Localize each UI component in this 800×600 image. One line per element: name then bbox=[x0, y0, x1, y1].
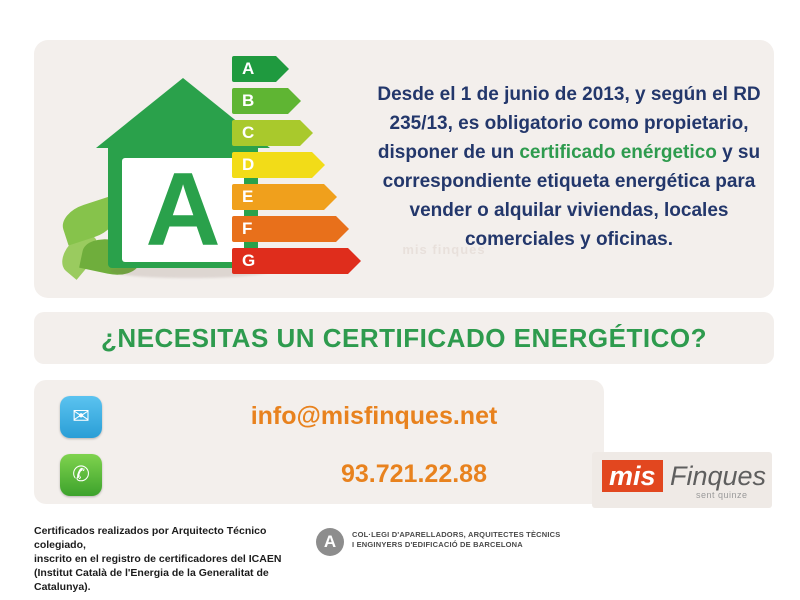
footer-line: (Institut Català de l'Energia de la Generalitat de Catalunya). bbox=[34, 567, 269, 593]
footer-disclaimer bbox=[34, 524, 310, 594]
energy-band-f bbox=[232, 216, 336, 242]
coac-logo bbox=[316, 528, 561, 558]
question-text: ¿NECESITAS UN CERTIFICADO ENERGÉTICO? bbox=[101, 323, 707, 353]
energy-band-label: F bbox=[242, 219, 253, 238]
envelope-icon[interactable] bbox=[60, 396, 102, 438]
energy-band-label: A bbox=[242, 59, 255, 78]
energy-band-b bbox=[232, 88, 288, 114]
hero-paragraph bbox=[374, 80, 764, 254]
energy-band-label: C bbox=[242, 123, 255, 142]
phone-glyph: ✆ bbox=[72, 463, 90, 486]
footer-line: inscrito en el registro de certificadores del ICAEN bbox=[34, 553, 282, 565]
hero-text-segment: y su correspondiente etiqueta energética para vender o alquilar viviendas, locales comerciales y oficinas. bbox=[382, 142, 761, 250]
energy-rating-scale bbox=[232, 56, 352, 286]
energy-band-e bbox=[232, 184, 324, 210]
watermark: mis finques bbox=[402, 242, 486, 257]
logo-finques-text: Finques bbox=[670, 461, 767, 491]
logo-tagline: sent quinze bbox=[696, 490, 748, 500]
energy-band-label: D bbox=[242, 155, 255, 174]
logo-mis-text: mis bbox=[602, 460, 663, 492]
hero-highlight-text: certificado enérgetico bbox=[519, 142, 717, 163]
contact-email[interactable]: info@misfinques.net bbox=[250, 402, 498, 430]
coac-text bbox=[352, 530, 562, 550]
hero-text-segment: Desde el 1 de junio de 2013, y según el RD 235/13, es obligatorio como propietario, disponer de un bbox=[377, 84, 761, 163]
energy-band-label: G bbox=[242, 251, 256, 270]
energy-band-c bbox=[232, 120, 300, 146]
energy-band-g bbox=[232, 248, 348, 274]
energy-band-a bbox=[232, 56, 276, 82]
energy-band-label: B bbox=[242, 91, 255, 110]
company-logo bbox=[592, 452, 772, 508]
footer-line: Certificados realizados por Arquitecto Técnico colegiado, bbox=[34, 525, 267, 551]
house-rating-letter: A bbox=[145, 152, 221, 268]
energy-band-label: E bbox=[242, 187, 254, 206]
coac-line: COL·LEGI D'APARELLADORS, ARQUITECTES TÈCNICS bbox=[352, 530, 561, 539]
coac-mark-icon: A bbox=[316, 528, 344, 556]
envelope-glyph: ✉ bbox=[72, 405, 90, 428]
phone-icon[interactable] bbox=[60, 454, 102, 496]
coac-line: I ENGINYERS D'EDIFICACIÓ DE BARCELONA bbox=[352, 540, 523, 549]
energy-band-d bbox=[232, 152, 312, 178]
contact-phone[interactable]: 93.721.22.88 bbox=[341, 460, 487, 488]
hero-panel bbox=[34, 40, 774, 298]
question-banner bbox=[34, 312, 774, 364]
contact-panel bbox=[34, 380, 604, 504]
